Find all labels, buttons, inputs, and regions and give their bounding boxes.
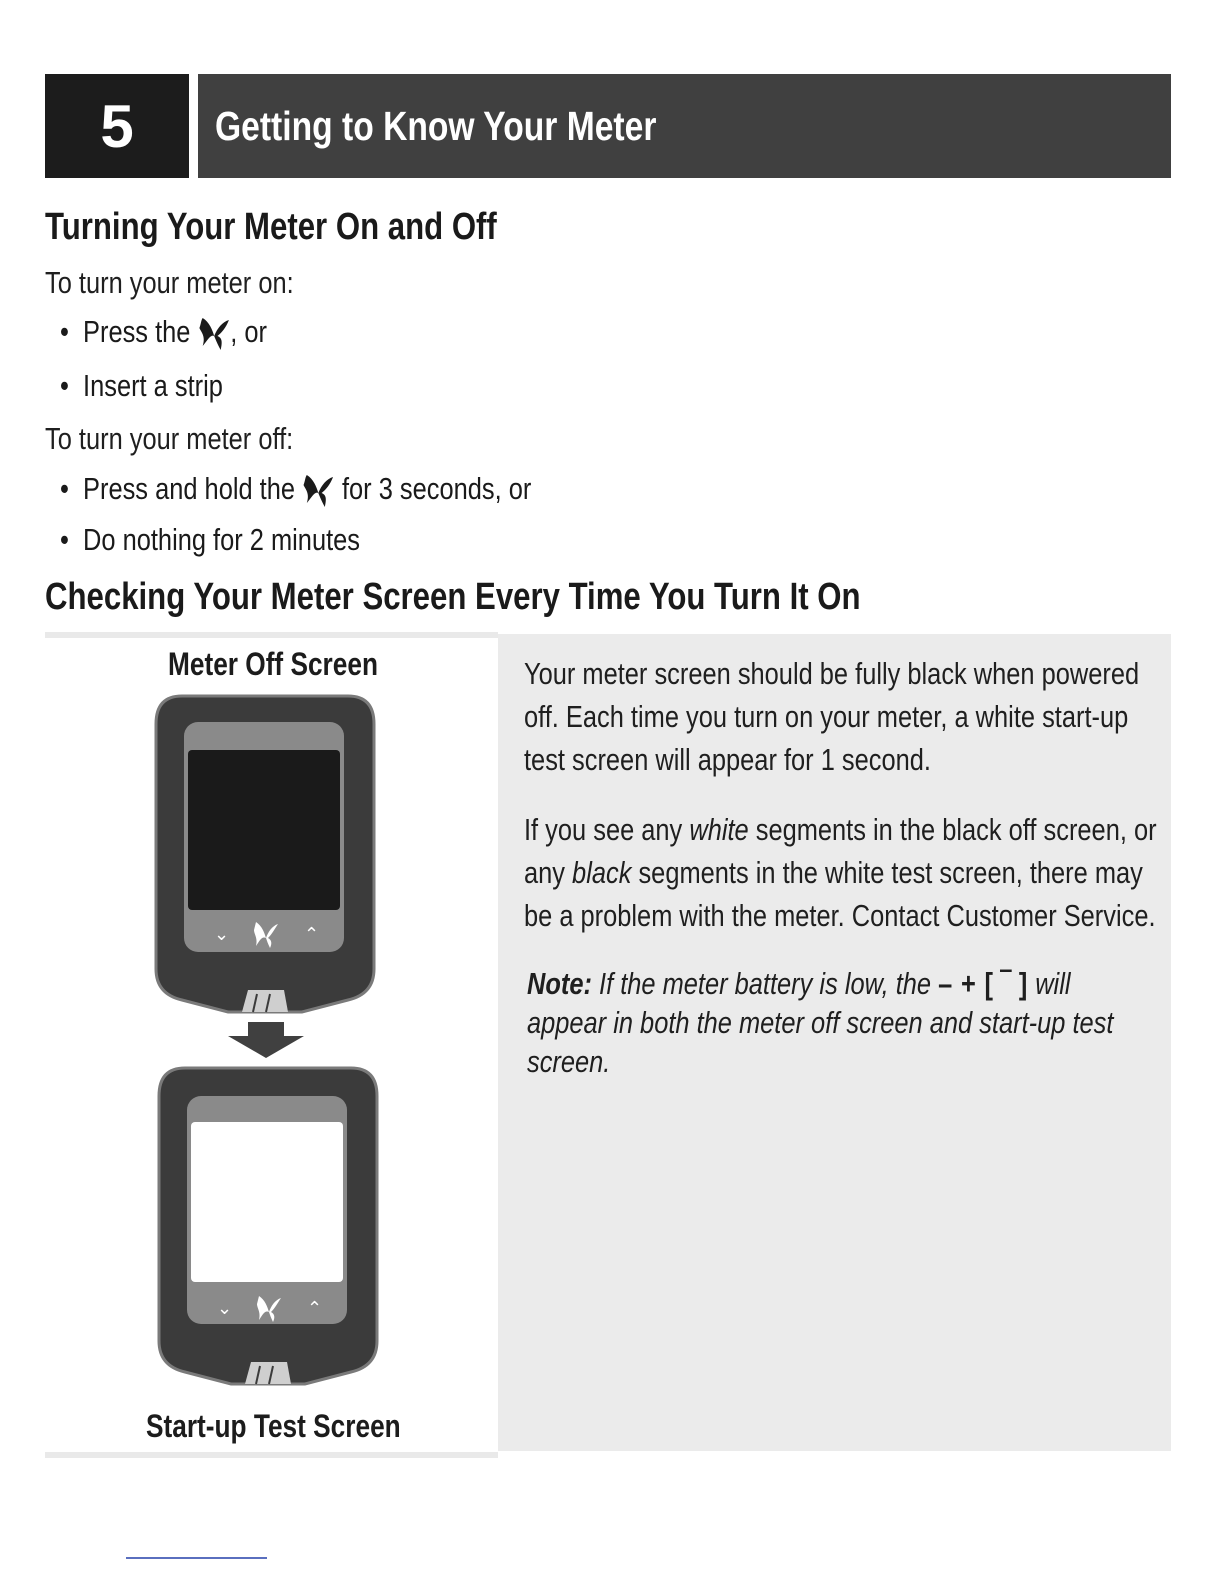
list-item <box>60 522 426 558</box>
footer-rule <box>126 1557 267 1559</box>
list-item <box>60 314 312 352</box>
off-item2: Do nothing for 2 minutes <box>83 522 360 557</box>
note-line1-end: will <box>1028 966 1071 1001</box>
note-line2: appear in both the meter off screen and start-up test <box>527 1005 1114 1040</box>
paragraph-black-screen <box>524 652 1144 781</box>
meter-off-illustration <box>152 694 378 1014</box>
off-item1-post: for 3 seconds, or <box>341 471 532 506</box>
chapter-number-box <box>45 74 189 178</box>
caption-test-screen <box>146 1408 457 1445</box>
off-intro <box>45 421 348 457</box>
para1-line1: Your meter screen should be fully black when powered <box>524 656 1140 691</box>
off-item1-pre: Press and hold the <box>83 471 296 506</box>
list-item-content: • Press the , or <box>60 314 267 352</box>
para2-em-black: black <box>572 855 632 890</box>
caption-test-screen-text: Start-up Test Screen <box>146 1408 401 1444</box>
list-item-content: • Press and hold the for 3 seconds, or <box>60 471 531 509</box>
caption-off-screen-text: Meter Off Screen <box>168 646 378 682</box>
butterfly-icon <box>302 473 335 509</box>
para2-l2b: segments in the white test screen, there may <box>631 855 1143 890</box>
para1-line2: off. Each time you turn on your meter, a white start-up <box>524 699 1129 734</box>
para2-l1a: If you see any <box>524 812 690 847</box>
note-line3: screen. <box>527 1044 611 1079</box>
section-title-check-screen-text: Checking Your Meter Screen Every Time You Turn It On <box>45 576 861 618</box>
section-title-check-screen <box>45 576 1040 619</box>
chapter-number: 5 <box>100 92 134 160</box>
list-item <box>60 368 259 404</box>
paragraph-segments <box>524 808 1157 937</box>
note-label: Note: <box>527 966 592 1001</box>
meter-test-illustration <box>155 1066 381 1386</box>
on-intro-text: To turn your meter on: <box>45 265 294 300</box>
on-item2: Insert a strip <box>83 368 223 403</box>
on-intro <box>45 265 348 301</box>
butterfly-icon <box>197 316 230 352</box>
chevron-up-icon: ⌃ <box>304 924 320 945</box>
chapter-title: Getting to Know Your Meter <box>215 102 657 149</box>
list-item-content: • Do nothing for 2 minutes <box>60 522 360 557</box>
battery-low-icon: – + [ ‾ ] <box>938 966 1029 1001</box>
para2-l2a: any <box>524 855 573 890</box>
list-item <box>60 471 635 509</box>
section-title-on-off <box>45 206 596 249</box>
chevron-down-icon: ⌄ <box>217 1298 233 1319</box>
note-line1: If the meter battery is low, the <box>591 966 932 1001</box>
para2-l3: be a problem with the meter. Contact Customer Service. <box>524 898 1156 933</box>
meter-test-screen <box>191 1122 343 1282</box>
section-title-on-off-text: Turning Your Meter On and Off <box>45 206 497 248</box>
battery-note <box>527 964 1147 1081</box>
chevron-up-icon: ⌃ <box>307 1298 323 1319</box>
on-item1-pre: Press the <box>83 314 191 349</box>
list-item-content: • Insert a strip <box>60 368 223 403</box>
off-intro-text: To turn your meter off: <box>45 421 294 456</box>
para2-l1b: segments in the black off screen, or <box>748 812 1157 847</box>
chevron-down-icon: ⌄ <box>214 924 230 945</box>
para2-em-white: white <box>689 812 749 847</box>
on-item1-post: , or <box>230 314 268 349</box>
meter-off-screen <box>188 750 340 910</box>
arrow-down-icon <box>226 1022 306 1060</box>
para1-line3: test screen will appear for 1 second. <box>524 742 931 777</box>
caption-off-screen <box>168 646 424 683</box>
chapter-title-bar <box>198 74 1171 178</box>
